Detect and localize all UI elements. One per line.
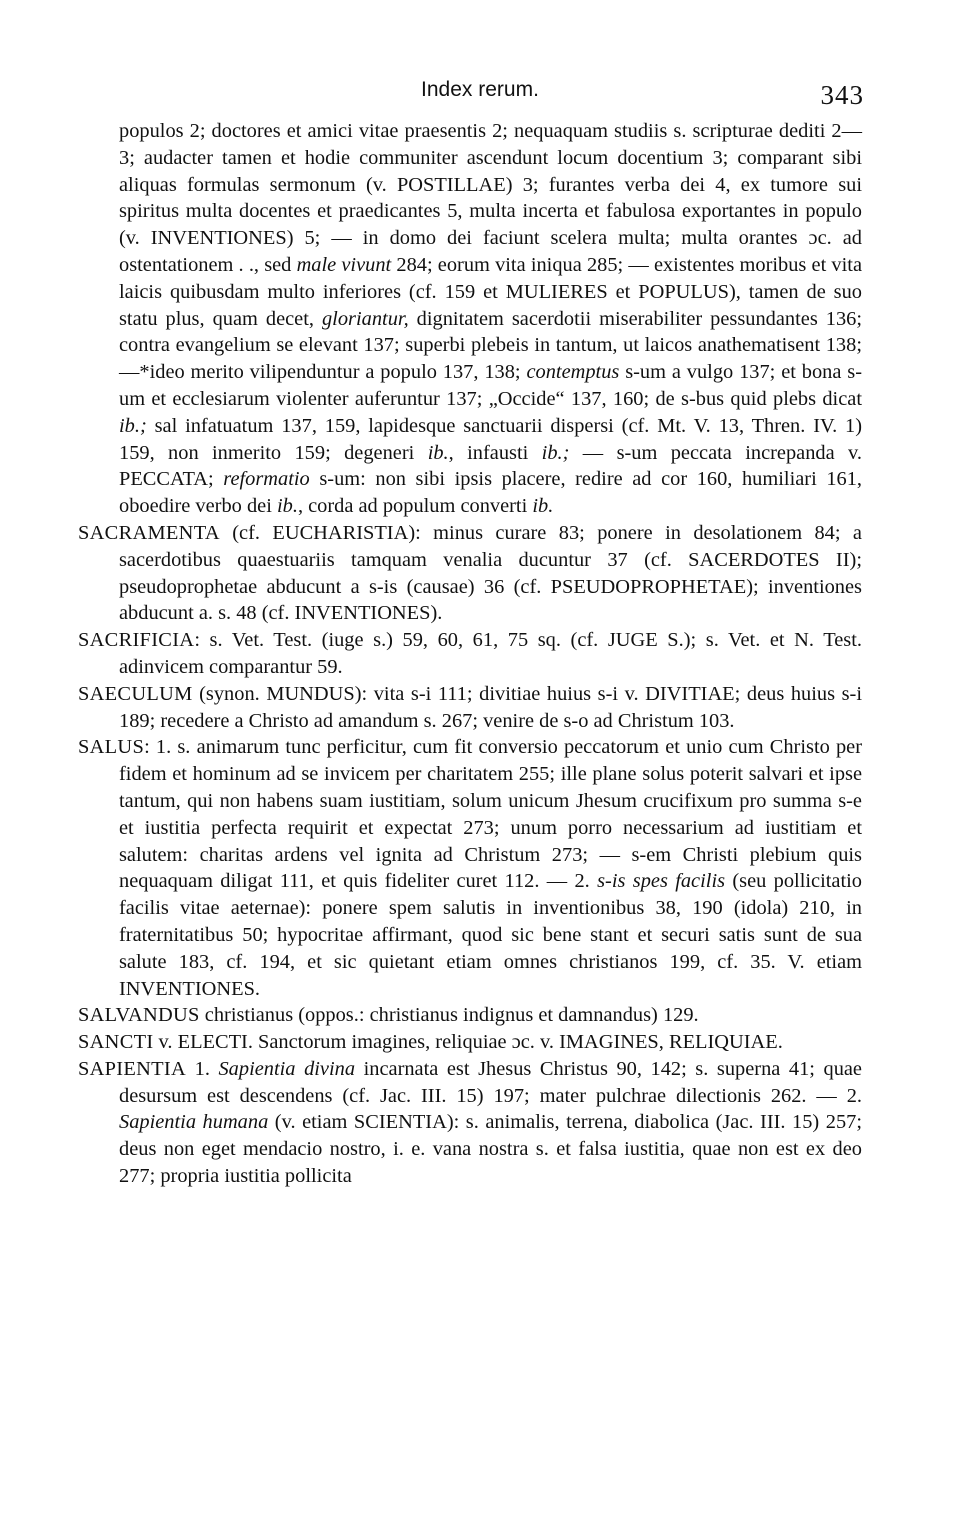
entry-text: ); s. Vet. et N. Test. adinvicem comparantur 59. — [119, 629, 862, 678]
entry-lemma: SAECULUM — [78, 682, 193, 705]
entry-text: et — [607, 280, 639, 303]
entry-lemma: SANCTI — [78, 1031, 154, 1054]
index-entry — [78, 1002, 862, 1029]
entry-text: ); pseudoprophetae abducunt a s-is (causae) 36 (cf. — [119, 548, 862, 598]
entry-text: sal infatuatum 137, 159, lapidesque sanctuarii dispersi (cf. Mt. V. 13, Thren. IV. 1) 159, non inmerito 159; degeneri — [119, 414, 862, 464]
italic-text: ib.; — [541, 441, 570, 464]
entry-text: ): vita s-i 111; divitiae huius s-i v. — [354, 682, 646, 705]
italic-text: s-is spes facilis — [597, 870, 726, 893]
entry-text: ; deus huius s-i 189; recedere a Christo ad amandum s. 267; venire de s-o ad Christum 103. — [119, 682, 862, 732]
entry-text: (cf. — [219, 521, 273, 544]
index-entry — [78, 520, 862, 627]
index-entry — [78, 1056, 862, 1190]
cross-reference: PECCATA — [119, 468, 209, 491]
entry-lemma: SALUS — [78, 736, 145, 759]
italic-text: ib. — [427, 441, 449, 464]
italic-text: male vivunt — [296, 253, 392, 276]
index-body — [78, 118, 862, 1190]
cross-reference: INVENTIONES — [294, 602, 431, 625]
index-entry — [78, 734, 862, 1002]
entry-text: 284; eorum vita iniqua 285; — existentes moribus et vita laicis quibusdam multo inferiores (cf. 159 et — [119, 253, 862, 303]
index-entry — [78, 627, 862, 681]
cross-reference: SCIENTIA — [353, 1111, 447, 1134]
cross-reference: SACERDOTES II — [688, 548, 850, 571]
entry-text: — s-um peccata increpanda v. — [569, 441, 862, 464]
entry-text: , — [658, 1031, 669, 1054]
italic-text: Sapientia humana — [119, 1111, 269, 1134]
cross-reference: IMAGINES — [559, 1031, 659, 1054]
entry-text: ), tamen de suo statu plus, quam decet, — [119, 280, 862, 330]
entry-text: incarnata est Jhesus Christus 90, 142; s. superna 41; quae desursum est descendens (cf. Jac. III. 15) 197; mater pulchrae dilectionis 262. — 2. — [119, 1057, 862, 1107]
index-entry — [78, 1029, 862, 1056]
cross-reference: MUNDUS — [266, 682, 355, 705]
entry-text: ; — [208, 468, 224, 491]
cross-reference: POPULUS — [638, 280, 729, 303]
running-title: Index rerum. — [421, 78, 539, 101]
entry-text: dignitatem sacerdotii miserabiliter pessundantes 136; contra evangelium se elevant 137; superbi plebeis in tantum, ut laicos anathematisent 138; —*ideo merito vilipenduntur a populo 137, 138; — [119, 307, 862, 384]
entry-text: . Sanctorum imagines, reliquiae ɔc. v. — [247, 1031, 560, 1054]
entry-text: : 1. s. animarum tunc perficitur, cum fit conversio peccatorum et unio cum Christo per fidem et hominum ad se invicem per charitatem 255; ille plane solus poterit salvari et ipse tantum, qui non habens suam iustitiam, solum unicum Jhesum crucifixum pro summa s-e et iustitia perfecta requirit et expectat 273; unum porro necessarium ad iustitiam et salutem: charitas ardens vel ignita ad Christum 273; — s-em Christi plebium quis nequaquam diligat 111, et quis fideliter curet 112. — 2. — [119, 736, 862, 893]
entry-text: s-um a vulgo 137; et bona s-um et ecclesiarum violenter auferuntur 137; „Occide“ 137, 160; de s-bus quid plebs dicat — [119, 361, 862, 410]
entry-text: ); inventiones abducunt a. s. 48 (cf. — [119, 575, 862, 625]
italic-text: contemptus — [526, 361, 620, 384]
index-entry — [78, 681, 862, 735]
entry-text: . — [254, 977, 261, 1000]
entry-lemma: SALVANDUS — [78, 1004, 200, 1027]
page-header — [0, 74, 960, 114]
entry-text: 1. — [186, 1057, 219, 1080]
italic-text: ib.; — [119, 414, 147, 437]
entry-text: (v. etiam — [268, 1111, 354, 1134]
cross-reference: JUGE S. — [607, 629, 684, 652]
entry-text: s-um: non sibi ipsis placere, redire ad cor 160, humiliari 161, oboedire verbo dei — [119, 468, 863, 518]
entry-text: : s. Vet. Test. (iuge s.) 59, 60, 61, 75 sq. (cf. — [194, 629, 608, 652]
entry-text: ) 3; furantes verba dei 4, ex tumore sui spiritus multa docentes et praedicantes 5, multa incerta et fabulosa exportantes in populo (v. — [119, 173, 862, 250]
entry-text: . — [777, 1031, 783, 1054]
cross-reference: PSEUDOPROPHETAE — [550, 575, 747, 598]
italic-text: ib. — [276, 495, 298, 518]
cross-reference: POSTILLAE — [396, 173, 506, 196]
entry-lemma: SACRAMENTA — [78, 521, 220, 544]
entry-text: ) 5; — in domo dei faciunt scelera multa; multa orantes ɔc. ad ostentationem . ., sed — [119, 227, 863, 276]
page-number: 343 — [820, 80, 864, 110]
cross-reference: INVENTIONES — [150, 227, 287, 250]
entry-text: (synon. — [192, 682, 267, 705]
entry-lemma: SACRIFICIA — [78, 629, 195, 652]
entry-lemma: SAPIENTIA — [78, 1057, 187, 1080]
italic-text: ib. — [532, 495, 554, 518]
italic-text: gloriantur, — [321, 307, 409, 330]
cross-reference: MULIERES — [505, 280, 608, 303]
entry-text: populos 2; doctores et amici vitae praesentis 2; nequaquam studiis s. scripturae dediti 2—3; audacter tamen et hodie communiter ascendunt locum docentium 3; comparant sibi aliquas formulas sermonum (v. — [119, 120, 862, 196]
entry-text: , corda ad populum converti — [297, 495, 533, 518]
entry-text: ): minus curare 83; ponere in desolationem 84; a sacerdotibus quaestuariis tamquam venalia ducuntur 37 (cf. — [119, 521, 862, 571]
entry-text: christianus (oppos.: christianus indignus et damnandus) 129. — [199, 1004, 699, 1027]
cross-reference: DIVITIAE — [645, 682, 735, 705]
cross-reference: INVENTIONES — [119, 977, 255, 1000]
entry-text: ). — [430, 602, 443, 625]
italic-text: reformatio — [223, 468, 310, 491]
cross-reference: RELIQUIAE — [668, 1031, 778, 1054]
entry-text: v. — [153, 1031, 178, 1054]
cross-reference: EUCHARISTIA — [272, 521, 409, 544]
entry-text: , infausti — [448, 441, 542, 464]
entry-text: ): s. animalis, terrena, diabolica (Jac. III. 15) 257; deus non eget mendacio nostro, i. e. vana nostra s. et falsa iustitia, quae non est ex deo 277; propria iustitia pollicita — [119, 1111, 863, 1188]
entry-text: (seu pollicitatio facilis vitae aeternae): ponere spem salutis in inventionibus 38, 190 (idola) 210, in fraternitatibus 50; hypocritae affirmant, quod sic bene stant et securi satis sunt de sua salute 183, cf. 194, et sic quietant etiam omnes christianos 199, cf. 35. V. etiam — [119, 870, 863, 973]
cross-reference: ELECTI — [177, 1031, 248, 1054]
index-entry-continuation — [78, 118, 862, 520]
italic-text: Sapientia divina — [218, 1057, 356, 1080]
